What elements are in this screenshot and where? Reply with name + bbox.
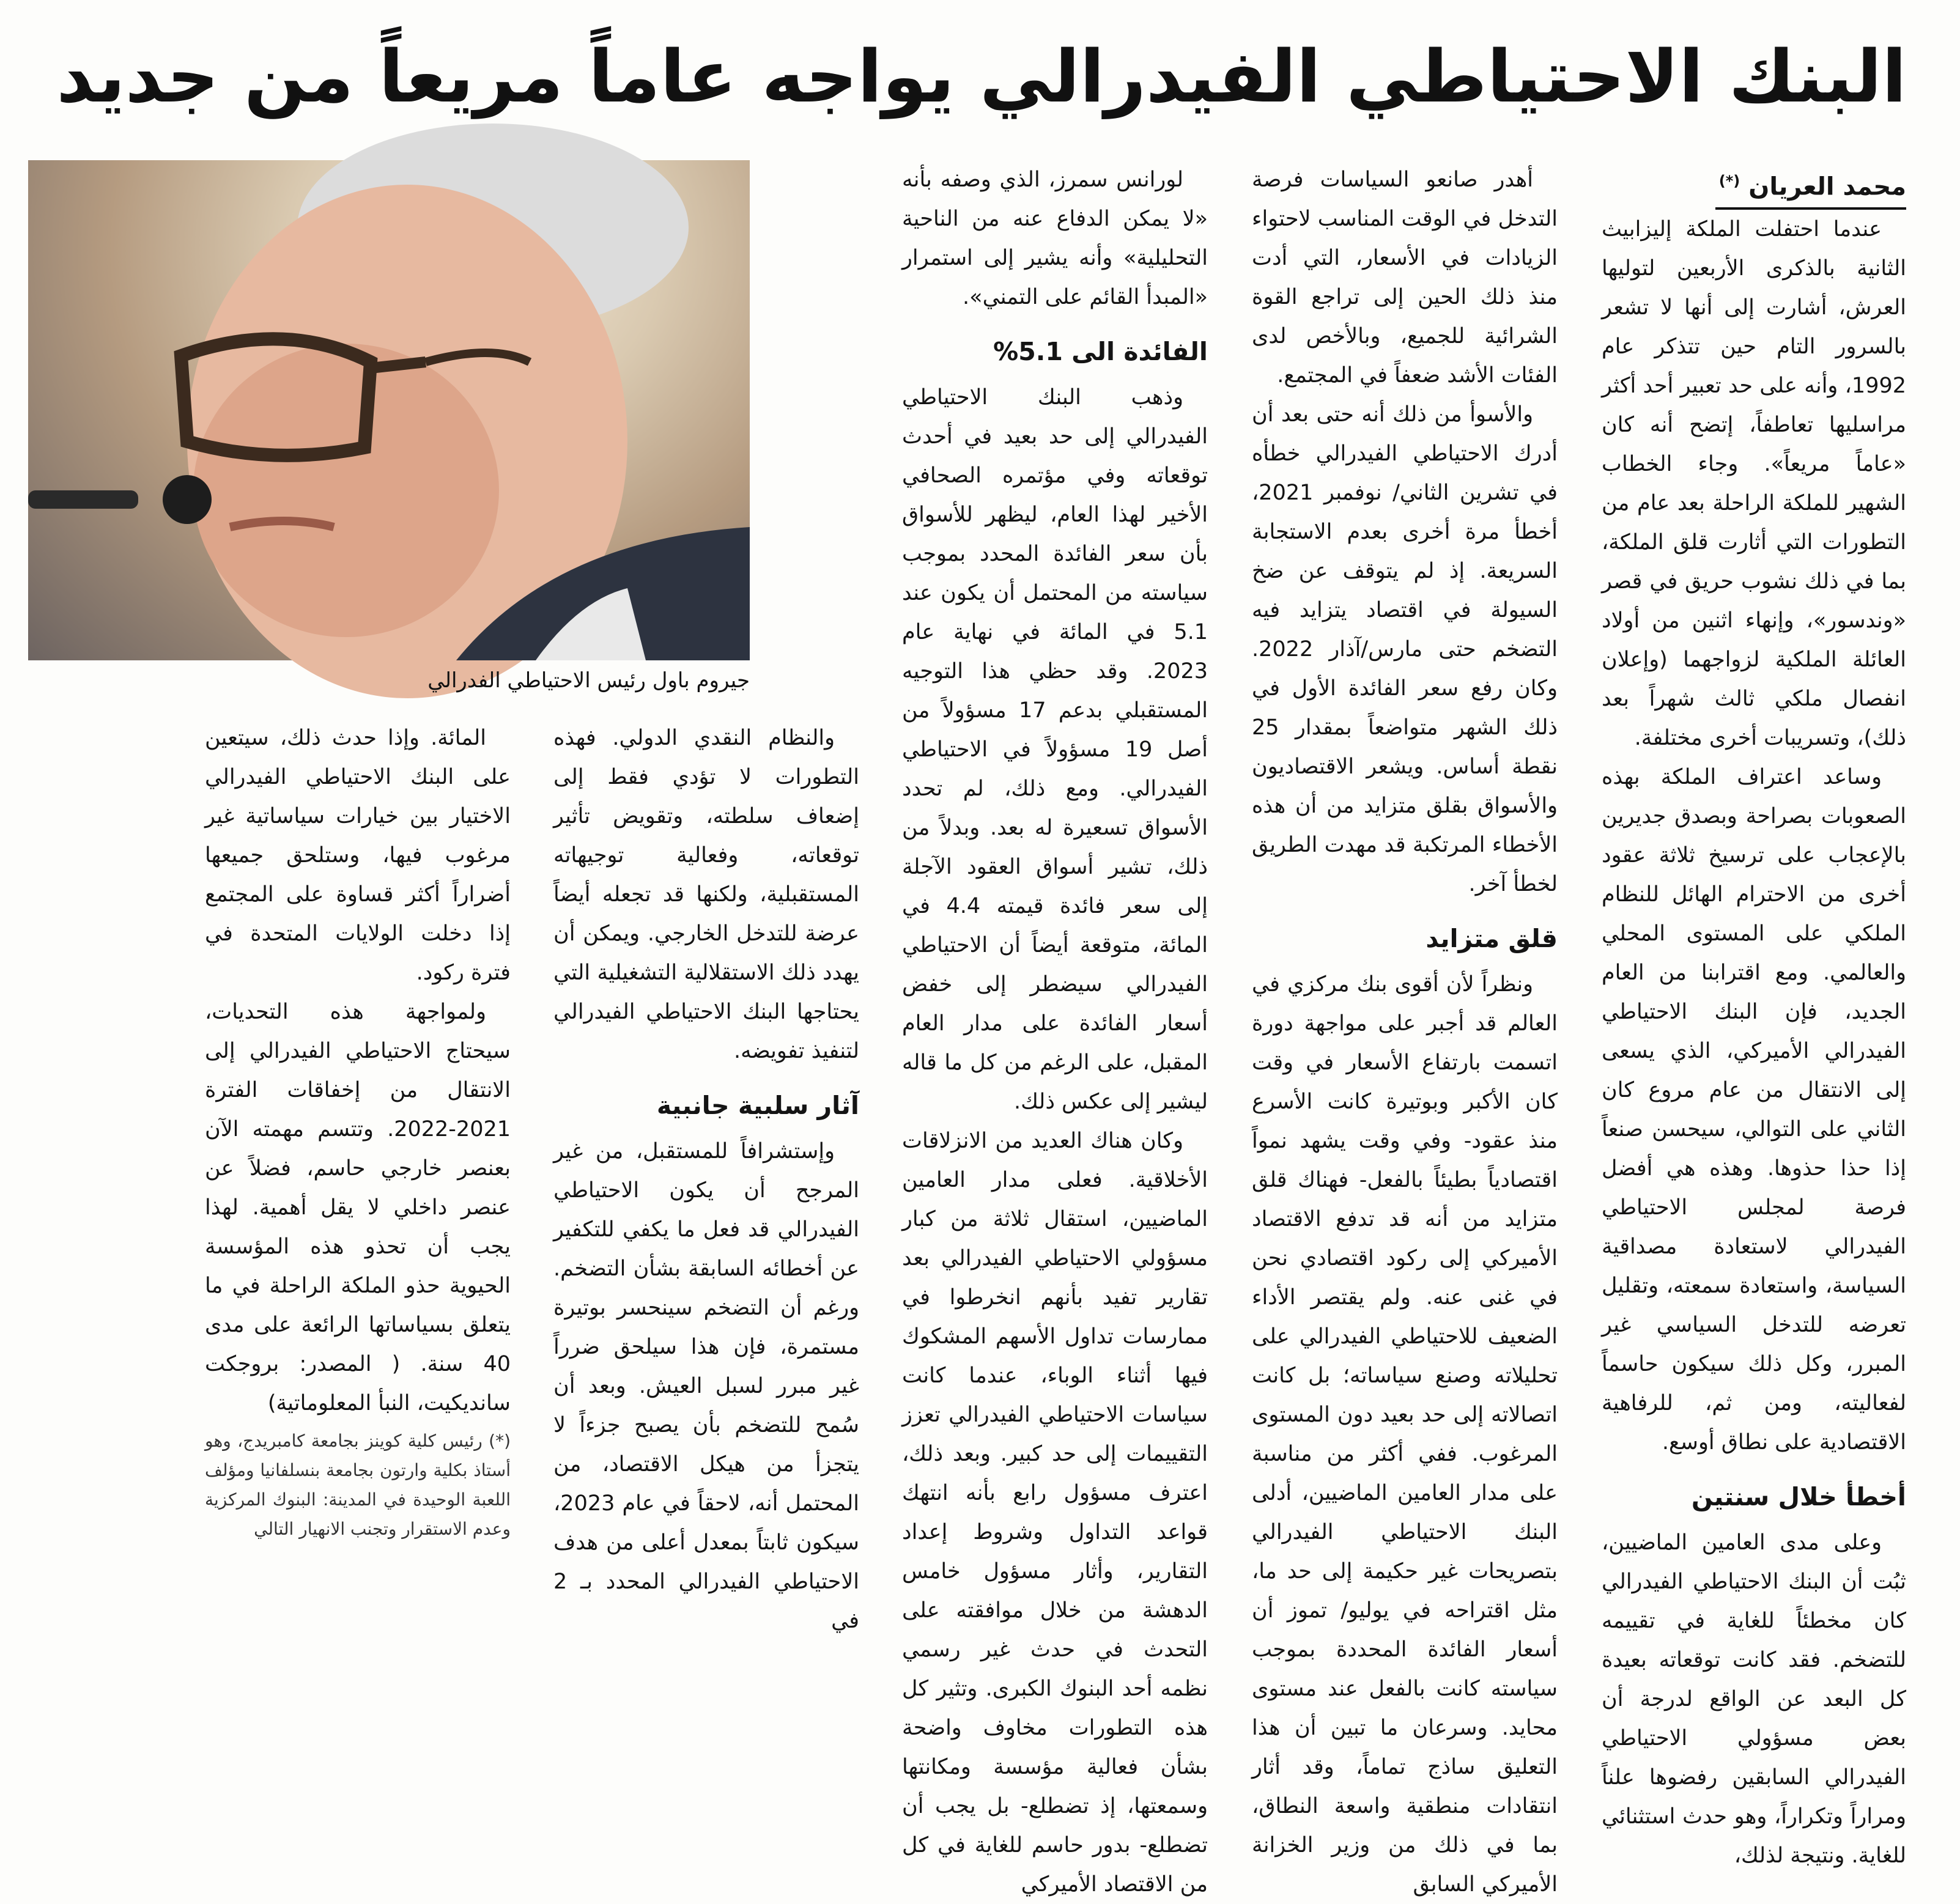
subheading: قلق متزايد [1426, 924, 1558, 953]
headline: البنك الاحتياطي الفيدرالي يواجه عاماً مريعاً من جديد [56, 34, 1907, 119]
paragraph: وذهب البنك الاحتياطي الفيدرالي إلى حد بعيد في أحدث توقعاته وفي مؤتمره الصحافي الأخير لهذا العام، ليظهر للأسواق بأن سعر الفائدة المحدد بموجب سياسته من المحتمل أن يكون عند 5.1 في المائة في نهاية عام 2023. وقد حظي هذا التوجيه المستقبلي بدعم 17 مسؤولاً من أصل 19 مسؤولاً في الاحتياطي الفيدرالي. ومع ذلك، لم تحدد الأسواق تسعيرة له بعد. وبدلاً من ذلك، تشير أسواق العقود الآجلة إلى سعر فائدة قيمته 4.4 في المائة، متوقعة أيضاً أن الاحتياطي الفيدرالي سيضطر إلى خفض أسعار الفائدة على مدار العام المقبل، على الرغم من كل ما قاله ليشير إلى عكس ذلك. [902, 385, 1208, 1114]
author-mark: (*) [1718, 172, 1740, 190]
paragraph: أهدر صانعو السياسات فرصة التدخل في الوقت المناسب لاحتواء الزيادات في الأسعار، التي أدت منذ ذلك الحين إلى تراجع القوة الشرائية للجميع، وبالأخص لدى الفئات الأشد ضعفاً في المجتمع. [1252, 168, 1558, 388]
paragraph: المائة. وإذا حدث ذلك، سيتعين على البنك الاحتياطي الفيدرالي الاختيار بين خيارات سياساتية غير مرغوب فيها، وستلحق جميعها أضراراً أكثر قساوة على المجتمع إذا دخلت الولايات المتحدة في فترة ركود. [205, 726, 511, 985]
subheading: آثار سلبية جانبية [656, 1091, 859, 1120]
paragraph: والأسوأ من ذلك أنه حتى بعد أن أدرك الاحتياطي الفيدرالي خطأه في تشرين الثاني/ نوفمبر 2021، أخطأ مرة أخرى بعدم الاستجابة السريعة. إذ لم يتوقف عن ضخ السيولة في اقتصاد يتزايد فيه التضخم حتى مارس/آذار 2022. وكان رفع سعر الفائدة الأول في ذلك الشهر متواضعاً بمقدار 25 نقطة أساس. ويشعر الاقتصاديون والأسواق بقلق متزايد من أن هذه الأخطاء المرتكبة قد مهدت الطريق لخطأ آخر. [1252, 402, 1558, 896]
author-footnote: (*) رئيس كلية كوينز بجامعة كامبريدج، وهو أستاذ بكلية وارتون بجامعة بنسلفانيا ومؤلف اللعبة الوحيدة في المدينة: البنوك المركزية وعدم الاستقرار وتجنب الانهيار التالي [205, 1431, 511, 1539]
column-5 [205, 718, 511, 1539]
paragraph: ونظراً لأن أقوى بنك مركزي في العالم قد أجبر على مواجهة دورة اتسمت بارتفاع الأسعار في وقت كان الأكبر وبوتيرة كانت الأسرع منذ عقود- وفي وقت يشهد نمواً اقتصادياً بطيئاً بالفعل- فهناك قلق متزايد من أنه قد تدفع الاقتصاد الأميركي إلى ركود اقتصادي نحن في غنى عنه. ولم يقتصر الأداء الضعيف للاحتياطي الفيدرالي على تحليلاته وصنع سياساته؛ بل كانت اتصالاته إلى حد بعيد دون المستوى المرغوب. ففي أكثر من مناسبة على مدار العامين الماضيين، أدلى البنك الاحتياطي الفيدرالي بتصريحات غير حكيمة إلى حد ما، مثل اقتراحه في يوليو/ تموز أن أسعار الفائدة المحددة بموجب سياسته كانت بالفعل عند مستوى محايد. وسرعان ما تبين أن هذا التعليق ساذج تماماً، وقد أثار انتقادات منطقية واسعة النطاق، بما في ذلك من وزير الخزانة الأميركي السابق [1252, 972, 1558, 1897]
portrait-illustration [28, 160, 750, 660]
paragraph: وكان هناك العديد من الانزلاقات الأخلاقية. فعلى مدار العامين الماضيين، استقال ثلاثة من كبار مسؤولي الاحتياطي الفيدرالي بعد تقارير تفيد بأنهم انخرطوا في ممارسات تداول الأسهم المشكوك فيها أثناء الوباء، عندما كانت سياسات الاحتياطي الفيدرالي تعزز التقييمات إلى حد كبير. وبعد ذلك، اعترف مسؤول رابع بأنه انتهك قواعد التداول وشروط إعداد التقارير، وأثار مسؤول خامس الدهشة من خلال موافقته على التحدث في حدث غير رسمي نظمه أحد البنوك الكبرى. وتثير كل هذه التطورات مخاوف واضحة بشأن فعالية مؤسسة ومكانتها وسمعتها، إذ تضطلع- بل يجب أن تضطلع- بدور حاسم للغاية في كل من الاقتصاد الأميركي [902, 1129, 1208, 1897]
column-2 [1252, 160, 1558, 1897]
paragraph: وساعد اعتراف الملكة بهذه الصعوبات بصراحة وبصدق جديرين بالإعجاب على ترسيخ ثلاثة عقود أخرى من الاحترام الهائل للنظام الملكي على المستوى المحلي والعالمي. ومع اقترابنا من العام الجديد، فإن البنك الاحتياطي الفيدرالي الأميركي، الذي يسعى إلى الانتقال من عام مروع كان الثاني على التوالي، سيحسن صنعاً إذا حذا حذوها. وهذه هي أفضل فرصة لمجلس الاحتياطي الفيدرالي لاستعادة مصداقية السياسة، واستعادة سمعته، وتقليل تعرضه للتدخل السياسي غير المبرر، وكل ذلك سيكون حاسماً لفعاليته، ومن ثم، للرفاهية الاقتصادية على نطاق أوسع. [1602, 765, 1906, 1455]
author-name: محمد العريان [1748, 172, 1906, 201]
paragraph: وإستشرافاً للمستقبل، من غير المرجح أن يكون الاحتياطي الفيدرالي قد فعل ما يكفي للتكفير عن أخطائه السابقة بشأن التضخم. ورغم أن التضخم سينحسر بوتيرة مستمرة، فإن هذا سيلحق ضرراً غير مبرر لسبل العيش. وبعد أن سُمح للتضخم بأن يصبح جزءاً لا يتجزأ من هيكل الاقتصاد، من المحتمل أنه، لاحقاً في عام 2023، سيكون ثابتاً بمعدل أعلى من هدف الاحتياطي الفيدرالي المحدد بـ 2 في [553, 1139, 859, 1633]
subheading: أخطأ خلال سنتين [1691, 1482, 1906, 1512]
paragraph: ولمواجهة هذه التحديات، سيحتاج الاحتياطي الفيدرالي إلى الانتقال من إخفاقات الفترة 2021-2022. وتتسم مهمته الآن بعنصر خارجي حاسم، فضلاً عن عنصر داخلي لا يقل أهمية. لهذا يجب أن تحذو هذه المؤسسة الحيوية حذو الملكة الراحلة في ما يتعلق بسياساتها الرائعة على مدى 40 سنة. ( المصدر: بروجكت سانديكيت، النبأ المعلوماتية) [205, 1000, 511, 1415]
paragraph: عندما احتفلت الملكة إليزابيث الثانية بالذكرى الأربعين لتوليها العرش، أشارت إلى أنها لا تشعر بالسرور التام حين تتذكر عام 1992، وأنه على حد تعبير أحد أكثر مراسليها تعاطفاً، إتضح أنه كان «عاماً مريعاً». وجاء الخطاب الشهير للملكة الراحلة بعد عام من التطورات التي أثارت قلق الملكة، بما في ذلك نشوب حريق في قصر «وندسور»، وإنهاء اثنين من أولاد العائلة الملكية لزواجهما (وإعلان انفصال ملكي ثالث شهراً بعد ذلك)، وتسريبات أخرى مختلفة. [1602, 217, 1906, 751]
column-1 [1602, 160, 1906, 1869]
photo-caption: جيروم باول رئيس الاحتياطي الفدرالي [427, 668, 750, 693]
subheading: الفائدة الى 5.1% [993, 337, 1208, 366]
paragraph: لورانس سمرز، الذي وصفه بأنه «لا يمكن الدفاع عنه من الناحية التحليلية» وأنه يشير إلى استمرار «المبدأ القائم على التمني». [902, 168, 1208, 309]
column-4 [553, 718, 859, 1633]
paragraph: والنظام النقدي الدولي. فهذه التطورات لا تؤدي فقط إلى إضعاف سلطته، وتقويض تأثير توقعاته، وفعالية توجيهاته المستقبلية، ولكنها قد تجعله أيضاً عرضة للتدخل الخارجي. ويمكن أن يهدد ذلك الاستقلالية التشغيلية التي يحتاجها البنك الاحتياطي الفيدرالي لتنفيذ تفويضه. [553, 726, 859, 1063]
paragraph: وعلى مدى العامين الماضيين، ثبُت أن البنك الاحتياطي الفيدرالي كان مخطئاً للغاية في تقييمه للتضخم. فقد كانت توقعاته بعيدة كل البعد عن الواقع لدرجة أن بعض مسؤولي الاحتياطي الفيدرالي السابقين رفضوها علناً ومراراً وتكراراً، وهو حدث استثنائي للغاية. ونتيجة لذلك، [1602, 1530, 1906, 1869]
article-photo [28, 160, 750, 660]
column-3 [902, 160, 1208, 1897]
author-byline [1715, 160, 1906, 210]
